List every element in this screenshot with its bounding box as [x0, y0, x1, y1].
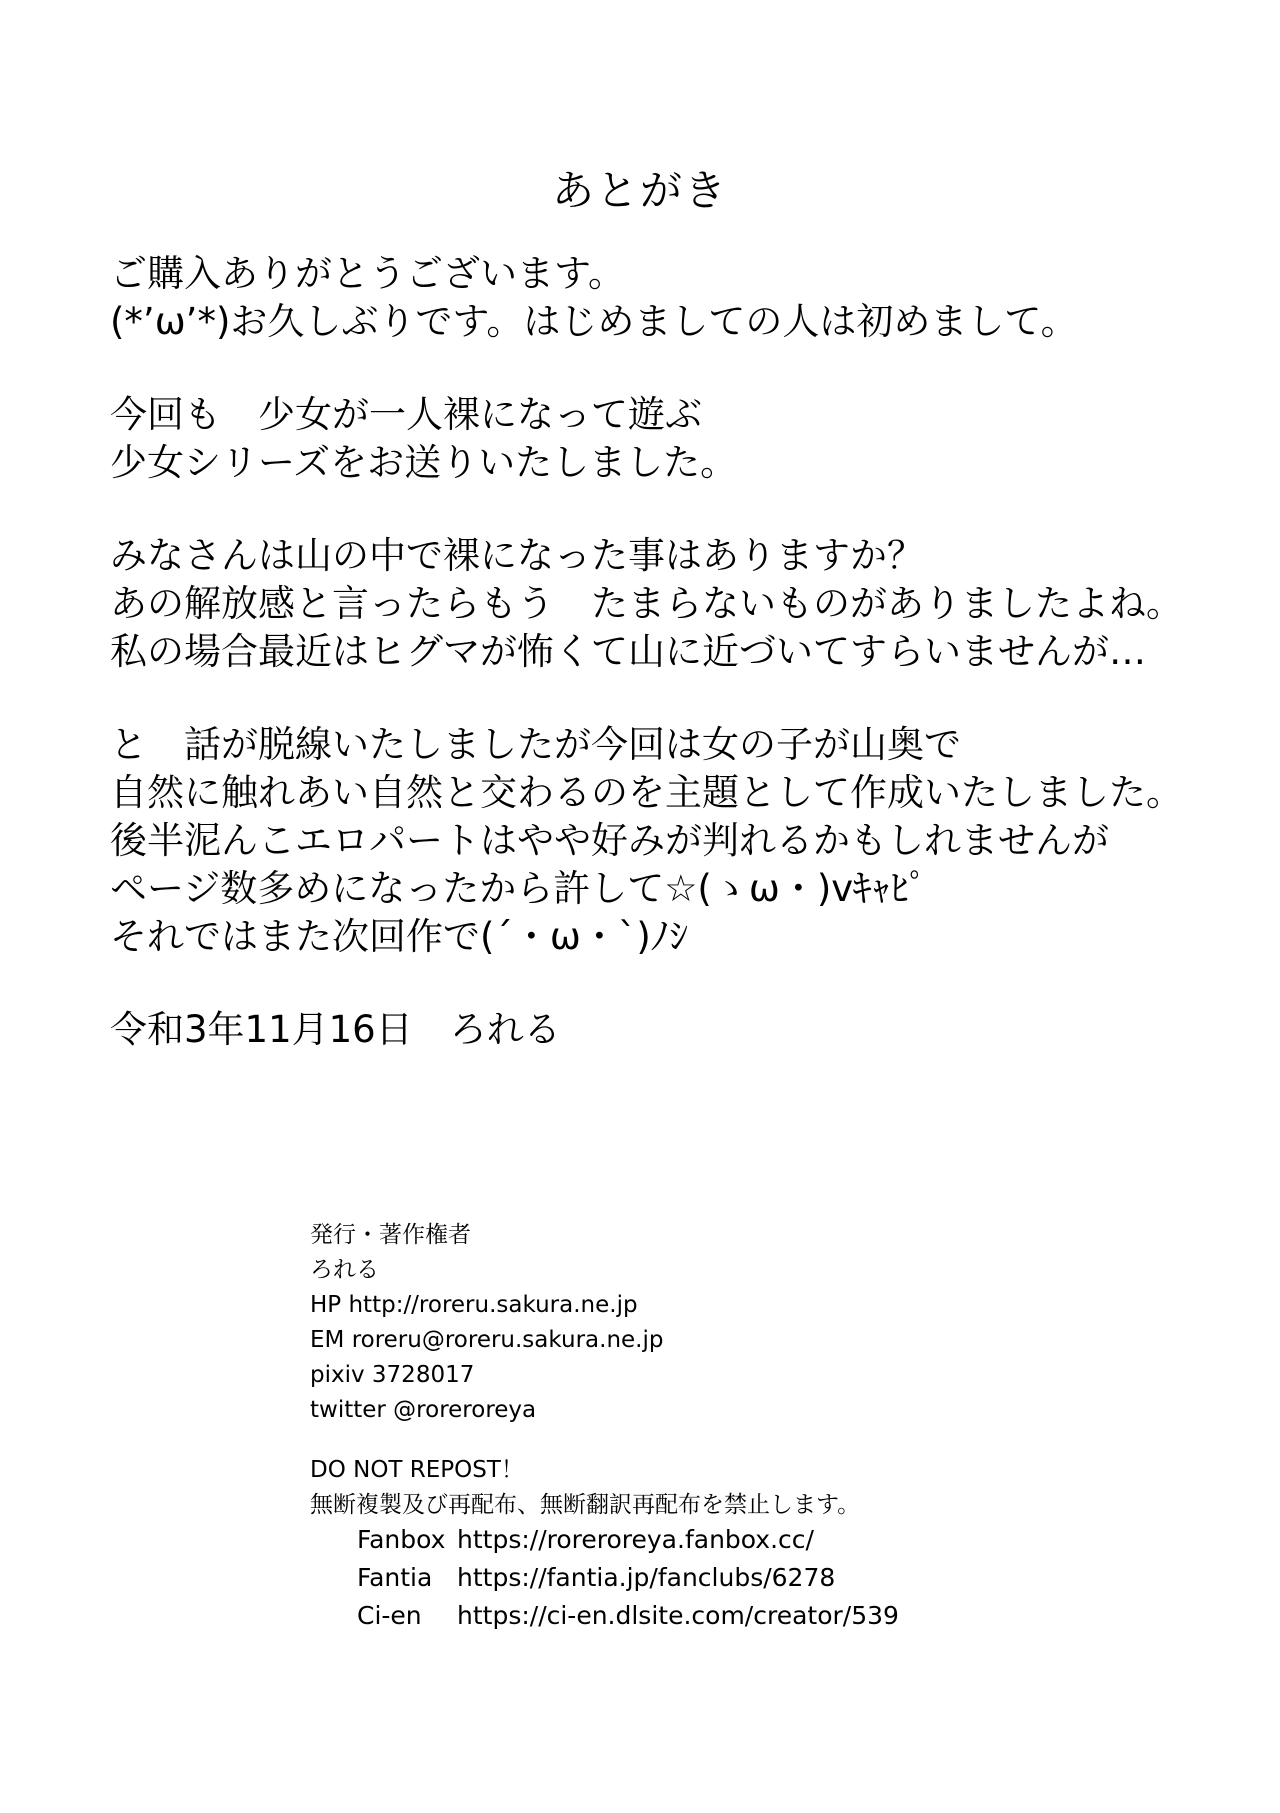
link-row — [357, 1559, 1057, 1597]
notice-line: DO NOT REPOST！ — [310, 1457, 524, 1483]
colophon — [310, 1218, 1070, 1428]
afterword-body — [110, 250, 1220, 1054]
paragraph — [110, 391, 1220, 487]
body-line: 自然に触れあい自然と交わるのを主題として作成いたしました。 — [110, 771, 1183, 814]
link-name: Fanbox — [357, 1525, 446, 1554]
credit-line: twitter @roreroreya — [310, 1397, 537, 1423]
body-line: と 話が脱線いたしましたが今回は女の子が山奥で — [110, 723, 961, 766]
body-line: それではまた次回作で(´・ω・`)ﾉｼ — [110, 915, 688, 958]
body-line: ご購入ありがとうございます。 — [110, 252, 626, 295]
link-row — [357, 1597, 1057, 1635]
paragraph — [110, 532, 1220, 676]
link-name: Fantia — [357, 1563, 433, 1592]
paragraph — [110, 721, 1220, 961]
body-line: 私の場合最近はヒグマが怖くて山に近づいてすらいませんが… — [110, 630, 1146, 673]
notice-line: 無断複製及び再配布、無断翻訳再配布を禁止します。 — [310, 1492, 861, 1518]
body-line: 令和3年11月16日 ろれる — [110, 1008, 561, 1051]
link-row — [357, 1521, 1057, 1559]
credit-line: pixiv 3728017 — [310, 1362, 475, 1388]
link-url: https://ci-en.dlsite.com/creator/539 — [457, 1601, 899, 1630]
body-line: 少女シリーズをお送りいたしました。 — [110, 441, 738, 484]
credit-line: 発行・著作権者 — [310, 1222, 471, 1248]
link-url: https://fantia.jp/fanclubs/6278 — [457, 1563, 836, 1592]
paragraph — [110, 250, 1220, 346]
body-line: 今回も 少女が一人裸になって遊ぶ — [110, 393, 702, 436]
signature-date — [110, 1006, 1220, 1054]
page-title: あとがき — [551, 166, 728, 215]
support-links — [357, 1521, 1057, 1635]
body-line: あの解放感と言ったらもう たまらないものがありましたよね。 — [110, 582, 1183, 625]
credit-line: ろれる — [310, 1257, 379, 1283]
body-line: 後半泥んこエロパートはやや好みが判れるかもしれませんが — [110, 819, 1109, 862]
repost-notice — [310, 1453, 1070, 1523]
credit-line: EM roreru@roreru.sakura.ne.jp — [310, 1327, 664, 1353]
body-line: ページ数多めになったから許して☆(ゝω・)vｷｬﾋﾟ — [110, 867, 928, 910]
credit-line: HP http://roreru.sakura.ne.jp — [310, 1292, 638, 1318]
body-line: (*’ω’*)お久しぶりです。はじめましての人は初めまして。 — [110, 300, 1078, 343]
body-line: みなさんは山の中で裸になった事はありますか？ — [110, 534, 924, 577]
link-name: Ci-en — [357, 1601, 422, 1630]
link-url: https://roreroreya.fanbox.cc/ — [457, 1525, 814, 1554]
